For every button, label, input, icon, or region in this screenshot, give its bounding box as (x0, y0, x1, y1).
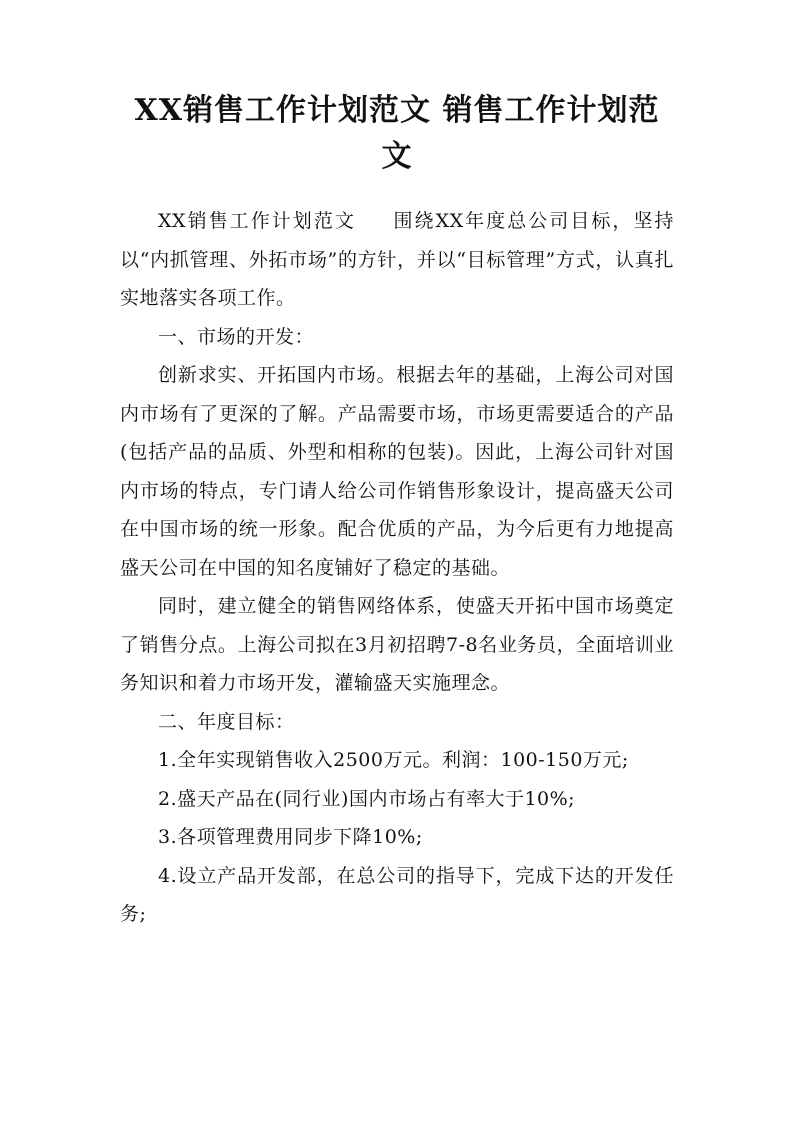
document-title: XX销售工作计划范文 销售工作计划范文 (134, 93, 660, 174)
paragraph-market-development: 创新求实、开拓国内市场。根据去年的基础，上海公司对国内市场有了更深的了解。产品需要市场，市场更需要适合的产品(包括产品的品质、外型和相称的包装)。因此，上海公司针对国内市场的特点，专门请人给公司作销售形象设计，提高盛天公司在中国市场的统一形象。配合优质的产品，为今后更有力地提高盛天公司在中国的知名度铺好了稳定的基础。 (120, 364, 674, 579)
goal-item-2: 2.盛天产品在(同行业)国内市场占有率大于10%; (158, 787, 576, 810)
intro-text: 围绕XX年度总公司目标，坚持以“内抓管理、外拓市场”的方针，并以“目标管理”方式，认真扎实地落实各项工作。 (120, 210, 674, 309)
paragraph-sales-network: 同时，建立健全的销售网络体系，使盛天开拓中国市场奠定了销售分点。上海公司拟在3月初招聘7-8名业务员，全面培训业务知识和着力市场开发，灌输盛天实施理念。 (120, 595, 674, 694)
document-body (120, 202, 674, 934)
section-heading-annual-goals: 二、年度目标： (158, 710, 295, 733)
goal-item-4: 4.设立产品开发部，在总公司的指导下，完成下达的开发任务; (120, 864, 674, 925)
intro-paragraph (120, 202, 674, 318)
intro-lead: XX销售工作计划范文 (158, 210, 356, 232)
goal-item-3: 3.各项管理费用同步下降10%; (158, 826, 423, 848)
section-heading-market: 一、市场的开发： (158, 325, 315, 348)
goal-item-1: 1.全年实现销售收入2500万元。利润：100-150万元; (158, 749, 629, 771)
